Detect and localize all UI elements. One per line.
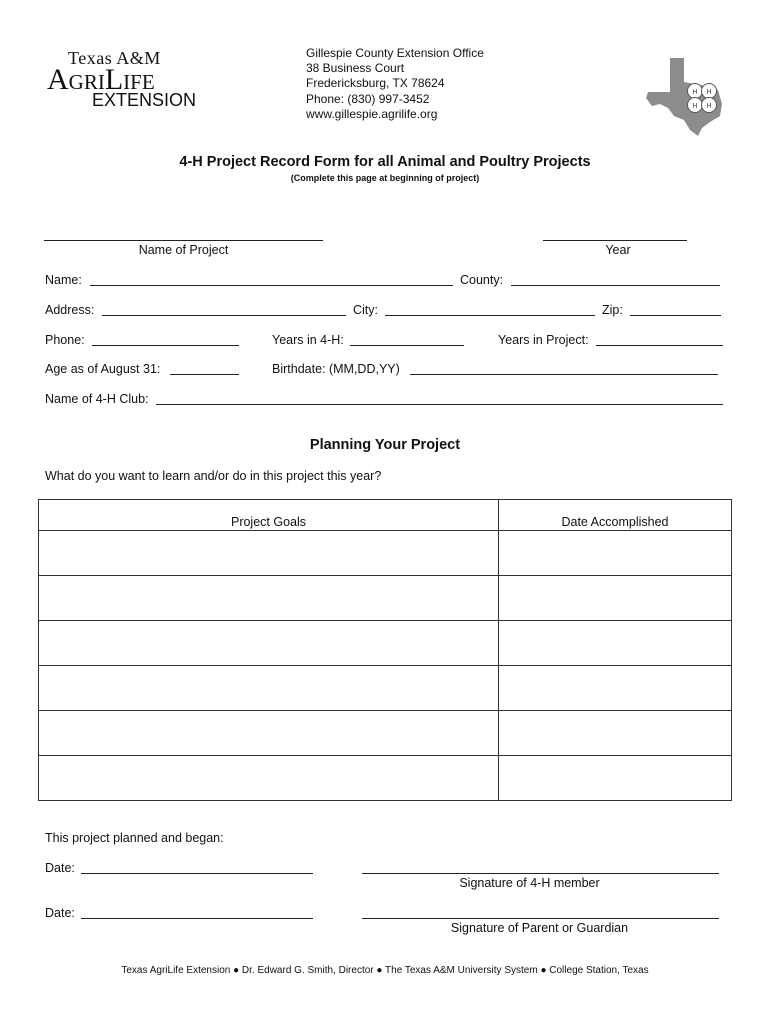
club-line[interactable] xyxy=(156,404,723,405)
member-signature-line[interactable] xyxy=(362,873,719,874)
col-date-accomplished: Date Accomplished xyxy=(499,500,732,531)
page-title: 4-H Project Record Form for all Animal and Poultry Projects xyxy=(179,154,591,170)
goal-cell[interactable] xyxy=(39,621,499,666)
parent-signature-line[interactable] xyxy=(362,918,719,919)
goals-table xyxy=(38,499,732,801)
planned-intro: This project planned and began: xyxy=(45,831,224,845)
planning-heading: Planning Your Project xyxy=(309,437,461,453)
date-cell[interactable] xyxy=(499,756,732,801)
age-label: Age as of August 31: xyxy=(45,362,161,376)
svg-text:H: H xyxy=(692,103,698,110)
office-web[interactable]: www.gillespie.agrilife.org xyxy=(306,106,438,121)
age-line[interactable] xyxy=(170,374,239,375)
logo-line3: Extension xyxy=(92,90,197,110)
name-label: Name: xyxy=(45,273,82,287)
year-label: Year xyxy=(605,243,631,257)
date-line-2[interactable] xyxy=(81,918,313,919)
years-project-label: Years in Project: xyxy=(498,333,589,347)
office-city: Fredericksburg, TX 78624 xyxy=(306,76,445,91)
table-row xyxy=(39,756,732,801)
office-street: 38 Business Court xyxy=(306,61,405,76)
agrilife-logo xyxy=(46,46,246,110)
date-cell[interactable] xyxy=(499,621,732,666)
table-row xyxy=(39,576,732,621)
svg-text:H: H xyxy=(706,89,712,96)
goal-cell[interactable] xyxy=(39,711,499,756)
goal-cell[interactable] xyxy=(39,531,499,576)
table-row xyxy=(39,621,732,666)
table-row xyxy=(39,531,732,576)
zip-line[interactable] xyxy=(630,315,721,316)
goals-table-header xyxy=(39,500,732,531)
date-cell[interactable] xyxy=(499,531,732,576)
office-phone: Phone: (830) 997-3452 xyxy=(306,91,430,106)
project-name-label: Name of Project xyxy=(138,243,229,257)
club-label: Name of 4-H Club: xyxy=(45,392,149,406)
years-4h-line[interactable] xyxy=(350,345,464,346)
col-project-goals: Project Goals xyxy=(39,500,499,531)
phone-label: Phone: xyxy=(45,333,85,347)
date-label-1: Date: xyxy=(45,861,75,875)
name-line[interactable] xyxy=(90,285,453,286)
date-line-1[interactable] xyxy=(81,873,313,874)
parent-signature-label: Signature of Parent or Guardian xyxy=(450,921,629,935)
office-name: Gillespie County Extension Office xyxy=(306,46,484,60)
phone-line[interactable] xyxy=(92,345,239,346)
planning-question: What do you want to learn and/or do in this project this year? xyxy=(45,469,382,483)
year-line[interactable] xyxy=(543,240,687,241)
date-cell[interactable] xyxy=(499,576,732,621)
logo-line1: Texas A&M xyxy=(68,48,161,68)
date-cell[interactable] xyxy=(499,711,732,756)
table-row xyxy=(39,666,732,711)
city-line[interactable] xyxy=(385,315,595,316)
agrilife-logo-mark xyxy=(46,46,246,110)
svg-text:H: H xyxy=(706,103,712,110)
years-project-line[interactable] xyxy=(596,345,723,346)
project-name-line[interactable] xyxy=(44,240,323,241)
goal-cell[interactable] xyxy=(39,756,499,801)
address-label: Address: xyxy=(45,303,95,317)
goal-cell[interactable] xyxy=(39,666,499,711)
svg-text:H: H xyxy=(692,89,698,96)
office-address xyxy=(306,46,484,122)
city-label: City: xyxy=(353,303,378,317)
birthdate-label: Birthdate: (MM,DD,YY) xyxy=(272,362,400,376)
page-footer: Texas AgriLife Extension ● Dr. Edward G. Smith, Director ● The Texas A&M University System ● College Station, Texas xyxy=(121,965,649,976)
page-subtitle: (Complete this page at beginning of project) xyxy=(290,173,480,183)
county-line[interactable] xyxy=(511,285,720,286)
address-line[interactable] xyxy=(102,315,346,316)
birthdate-line[interactable] xyxy=(410,374,718,375)
table-row xyxy=(39,711,732,756)
goal-cell[interactable] xyxy=(39,576,499,621)
years-4h-label: Years in 4-H: xyxy=(272,333,344,347)
county-label: County: xyxy=(460,273,504,287)
texas-4h-clover-icon xyxy=(644,56,726,136)
member-signature-label: Signature of 4-H member xyxy=(459,876,600,890)
date-cell[interactable] xyxy=(499,666,732,711)
zip-label: Zip: xyxy=(602,303,623,317)
date-label-2: Date: xyxy=(45,906,75,920)
logo-line2: AgriLife xyxy=(47,63,155,96)
